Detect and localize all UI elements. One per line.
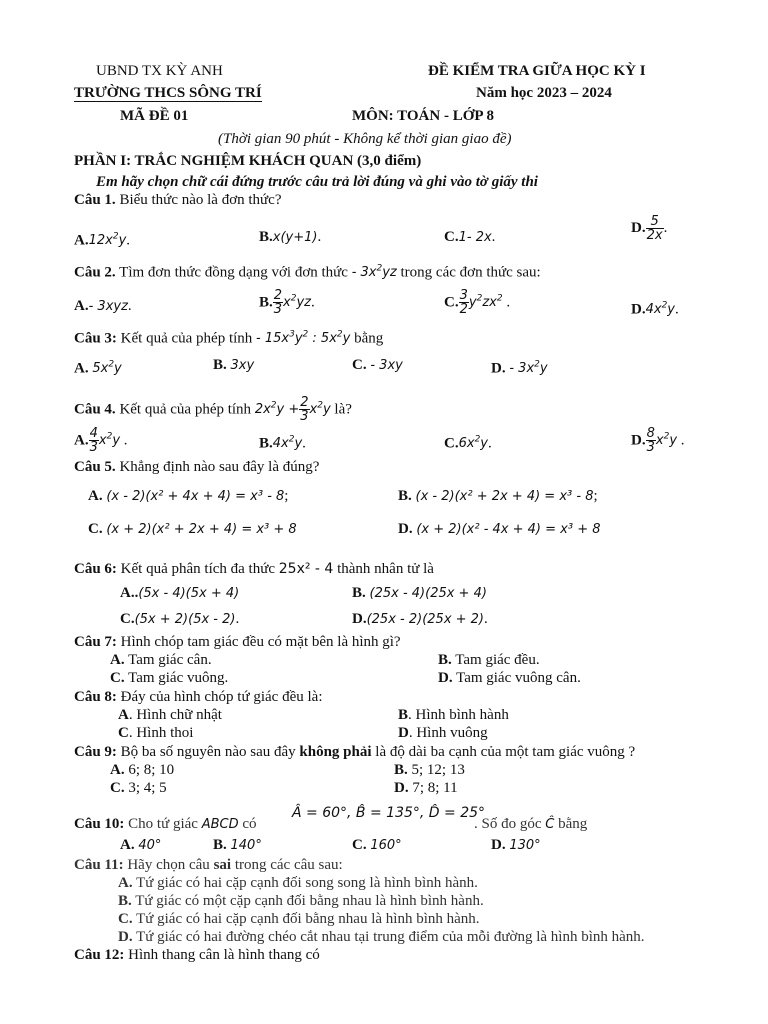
q11-option-a: A. Tứ giác có hai cặp cạnh đối song song là hình bình hành. [118,875,478,891]
q5-option-d: D. (x + 2)(x² - 4x + 4) = x³ + 8 [398,521,601,537]
exam-title: ĐỀ KIỂM TRA GIỮA HỌC KỲ I [428,63,646,79]
q1-option-d: D. $\frac{5}{2x}$ . [631,214,668,244]
q9-option-b: B. 5; 12; 13 [394,762,465,778]
question-5: Câu 5. Khẳng định nào sau đây là đúng? [74,459,320,475]
q5-option-a: A. (x - 2)(x² + 4x + 4) = x³ - 8; [88,488,289,504]
school-year: Năm học 2023 – 2024 [476,85,612,101]
district-name: UBND TX KỲ ANH [96,63,223,79]
q4-option-a: A. $\frac{4}{3}$ $x^2y$ . [74,426,128,456]
q8-option-b: B. Hình bình hành [398,707,509,723]
question-1: Câu 1. Biểu thức nào là đơn thức? [74,192,282,208]
q8-option-d: D. Hình vuông [398,725,488,741]
q7-option-d: D. Tam giác vuông cân. [438,670,581,686]
q11-option-b: B. Tứ giác có một cặp cạnh đối bằng nhau là hình bình hành. [118,893,484,909]
q5-option-c: C. (x + 2)(x² + 2x + 4) = x³ + 8 [88,521,297,537]
q7-option-a: A. Tam giác cân. [110,652,212,668]
q3-option-b: B. 3xy [213,357,255,373]
q2-option-b: B. $\frac{2}{3}$ $x^2yz$. [259,288,315,318]
q9-option-c: C. 3; 4; 5 [110,780,167,796]
question-4: Câu 4. Kết quả của phép tính $2x^2y$ + $\frac{2}{3}$ $x^2y$ là? [74,395,352,425]
q5-option-b: B. (x - 2)(x² + 2x + 4) = x³ - 8; [398,488,598,504]
q10-option-c: C. 160° [352,837,402,853]
part1-instruction: Em hãy chọn chữ cái đứng trước câu trả lời đúng và ghi vào tờ giấy thi [96,174,538,190]
question-10: Câu 10: Cho tứ giác ABCD có [74,816,257,832]
q11-option-c: C. Tứ giác có hai cặp cạnh đối bằng nhau là hình bình hành. [118,911,480,927]
exam-code: MÃ ĐỀ 01 [120,108,189,124]
q6-option-a: A..(5x - 4)(5x + 4) [120,585,240,601]
q7-option-b: B. Tam giác đều. [438,652,540,668]
q3-option-c: C. - 3xy [352,357,403,373]
q11-option-d: D. Tứ giác có hai đường chéo cắt nhau tại trung điểm của mỗi đường là hình bình hành. [118,929,645,945]
q1-option-c: C.1- 2x. [444,229,496,245]
q9-option-d: D. 7; 8; 11 [394,780,458,796]
question-8: Câu 8: Đáy của hình chóp tứ giác đều là: [74,689,323,705]
q4-option-b: $B.4x^2y$. [259,435,306,452]
q10-angles: Â = 60°, B̂ = 135°, D̂ = 25° [292,805,486,821]
q8-option-c: C. Hình thoi [118,725,194,741]
q9-option-a: A. 6; 8; 10 [110,762,175,778]
q2-option-a: A.- 3xyz. [74,298,132,314]
q3-option-a: A. $5x^2y$ [74,360,122,377]
q4-option-d: D. $\frac{8}{3}$ $x^2y$ . [631,426,685,456]
question-7: Câu 7: Hình chóp tam giác đều có mặt bên là hình gì? [74,634,401,650]
q3-option-d: D. - $3x^2y$ [491,360,548,377]
question-3: Câu 3: Kết quả của phép tính - $15x^3y^2$ : $5x^2y$ bằng [74,330,384,347]
q8-option-a: A. Hình chữ nhật [118,707,222,723]
q6-option-c: C.(5x + 2)(5x - 2). [120,611,240,627]
question-2: Câu 2. Tìm đơn thức đồng dạng với đơn thức - $3x^2yz$ trong các đơn thức sau: [74,264,541,281]
q10-option-b: B. 140° [213,837,262,853]
question-6: Câu 6: Kết quả phân tích đa thức 25x² - 4 thành nhân tử là [74,561,434,577]
q1-option-a: $A.12x^2y$. [74,232,131,249]
school-name: TRƯỜNG THCS SÔNG TRÍ [74,85,262,101]
question-9: Câu 9: Bộ ba số nguyên nào sau đây không phải là độ dài ba cạnh của một tam giác vuông ? [74,744,636,760]
subject-grade: MÔN: TOÁN - LỚP 8 [352,108,494,124]
q2-option-c: C. $\frac{3}{2}$ $y^2zx^2$ . [444,288,511,318]
q6-option-d: D.(25x - 2)(25x + 2). [352,611,488,627]
q2-option-d: $D.4x^2y$. [631,301,679,318]
question-11: Câu 11: Hãy chọn câu sai trong các câu sau: [74,857,343,873]
q10-option-a: A. 40° [120,837,162,853]
q10-question-tail: . Số đo góc Ĉ bằng [474,816,588,832]
q1-option-b: B.x(y+1). [259,229,322,245]
question-12: Câu 12: Hình thang cân là hình thang có [74,947,320,963]
time-note: (Thời gian 90 phút - Không kể thời gian giao đề) [218,131,512,147]
q4-option-c: $C.6x^2y$. [444,435,492,452]
q10-option-d: D. 130° [491,837,541,853]
part1-title: PHẦN I: TRẮC NGHIỆM KHÁCH QUAN (3,0 điểm) [74,153,422,169]
q6-option-b: B. (25x - 4)(25x + 4) [352,585,487,601]
q7-option-c: C. Tam giác vuông. [110,670,229,686]
